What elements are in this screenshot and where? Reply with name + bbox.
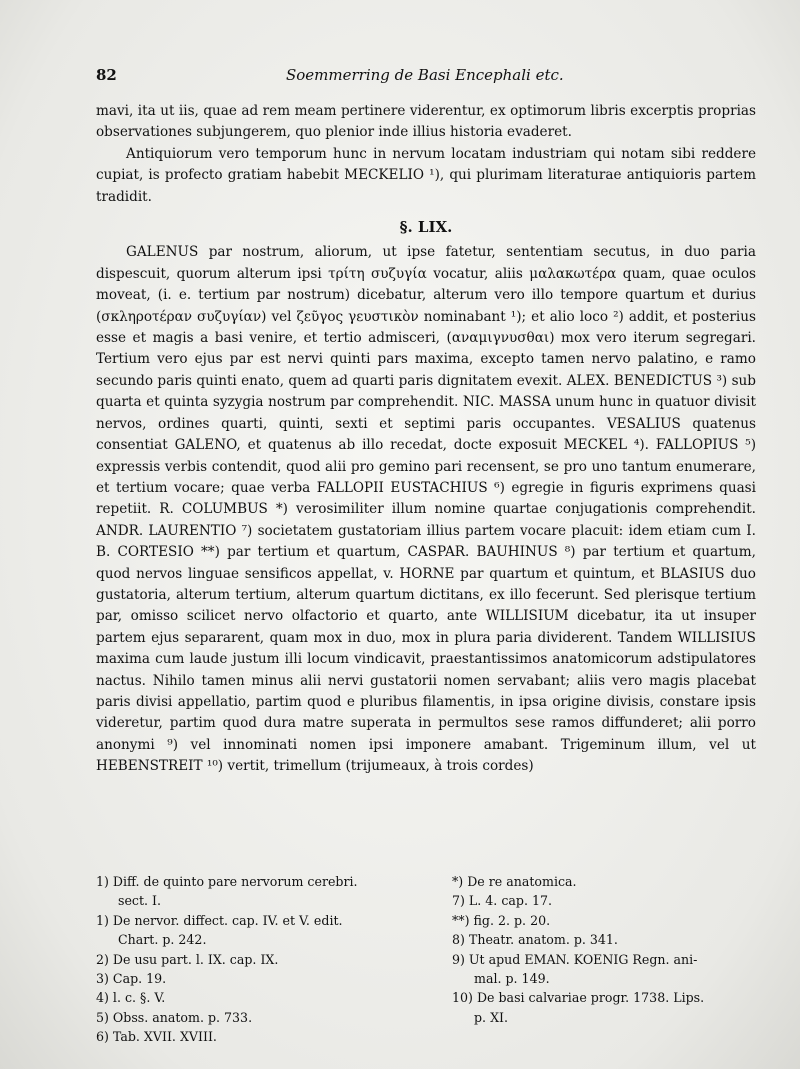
footnote: 6) Tab. XVII. XVIII.: [96, 1029, 217, 1045]
footnote: 8) Theatr. anatom. p. 341.: [452, 932, 618, 948]
footnote: *) De re anatomica.: [452, 874, 577, 889]
paragraph-antiquiorum: Antiquiorum vero temporum hunc in nervum locatam industriam qui notam sibi reddere cupiat, is profecto gratiam habebit MECKELIO ¹), qui plurimam literaturae antiquioris partem tradidit.: [96, 145, 756, 205]
footnote: **) fig. 2. p. 20.: [452, 912, 551, 928]
footnote: 2) De usu part. l. IX. cap. IX.: [96, 951, 279, 967]
footnote: 3) Cap. 19.: [96, 971, 167, 987]
footnote: 1) De nervor. diffect. cap. IV. et V. edit. Chart. p. 242.: [96, 912, 343, 948]
page-number: 82: [96, 66, 117, 84]
running-title: Soemmerring de Basi Encephali etc.: [286, 66, 564, 84]
footnotes-left-column: [96, 872, 426, 1047]
footnote: 7) L. 4. cap. 17.: [452, 893, 552, 909]
footnote: 4) l. c. §. V.: [96, 990, 166, 1006]
paragraph-continuation: mavi, ita ut iis, quae ad rem meam pertinere viderentur, ex optimorum libris excerptis proprias observationes subjungerem, quo plenior inde illius historia evaderet.: [96, 103, 756, 141]
footnote: 5) Obss. anatom. p. 733.: [96, 1009, 253, 1025]
footnote: 9) Ut apud EMAN. KOENIG Regn. ani- mal. p. 149.: [452, 951, 698, 987]
running-header: [96, 66, 756, 92]
footnote: 10) De basi calvariae progr. 1738. Lips. p. XI.: [452, 990, 705, 1025]
footnotes-right-column: [452, 872, 756, 1027]
paragraph-galenus: GALENUS par nostrum, aliorum, ut ipse fatetur, sententiam secutus, in duo paria dispescuit, quorum alterum ipsi τρίτη συζυγία vocatur, aliis μαλακωτέρα quam, quae oculos moveat, (i. e. tertium par nostrum) dicebatur, alterum vero illo tempore quartum et durius (σκληροτέραν συζυγίαν) vel ζεῦγος γευστικὸν nominabant ¹); et alio loco ²) addit, et posterius esse et magis a basi venire, et tertio admisceri, (αναμιγνυσθαι) mox vero iterum segregari. Tertium vero ejus par est nervi quinti pars maxima, excepto tamen nervo palatino, e ramo secundo paris quinti enato, quem ad quarti paris dignitatem evexit. ALEX. BENEDICTUS ³) sub quarta et quinta syzygia nostrum par comprehendit. NIC. MASSA unum hunc in quatuor divisit nervos, ordines quarti, quinti, sexti et septimi paris occupantes. VESALIUS quatenus consentiat GALENO, et quatenus ab illo recedat, docte exposuit MECKEL ⁴). FALLOPIUS ⁵) expressis verbis contendit, quod alii pro gemino pari recensent, se pro uno tantum enumerare, et tertium vocare; quae verba FALLOPII EUSTACHIUS ⁶) egregie in figuris exprimens quasi repetiit. R. COLUMBUS *) verosimiliter illum nomine quartae conjugationis comprehendit. ANDR. LAURENTIO ⁷) societatem gustatoriam illius partem vocare placuit: idem etiam cum I. B. CORTESIO **) par tertium et quartum, CASPAR. BAUHINUS ⁸) par tertium et quartum, quod nervos linguae sensificos appellat, v. HORNE par quartum et quintum, et BLASIUS duo gustatoria, alterum tertium, alterum quartum dictitans, ex illo fecerunt. Sed plerisque tertium par, omisso scilicet nervo olfactorio et quarto, ante WILLISIUM dicebatur, ita ut insuper partem ejus separarent, quam mox in duo, mox in plura paria dividerent. Tandem WILLISIUS maxima cum laude justum illi locum vindicavit, praestantissimos anatomicorum adstipulatores nactus. Nihilo tamen minus alii nervi gustatorii nomen servabant; aliis vero magis placebat paris divisi appellatio, partim quod e pluribus filamentis, in ipsa origine divisis, constare ipsis videretur, partim quod dura matre superata in permultos sese ramos diffunderet; alii porro anonymi ⁹) vel innominati nomen ipsi imponere amabant. Trigeminum illum, vel ut HEBENSTREIT ¹⁰) vertit, trimellum (trijumeaux, à trois cordes): [96, 244, 756, 775]
footnote: 1) Diff. de quinto pare nervorum cerebri. sect. I.: [96, 874, 358, 909]
main-text: [96, 101, 756, 778]
section-heading: §. LIX.: [399, 218, 453, 237]
